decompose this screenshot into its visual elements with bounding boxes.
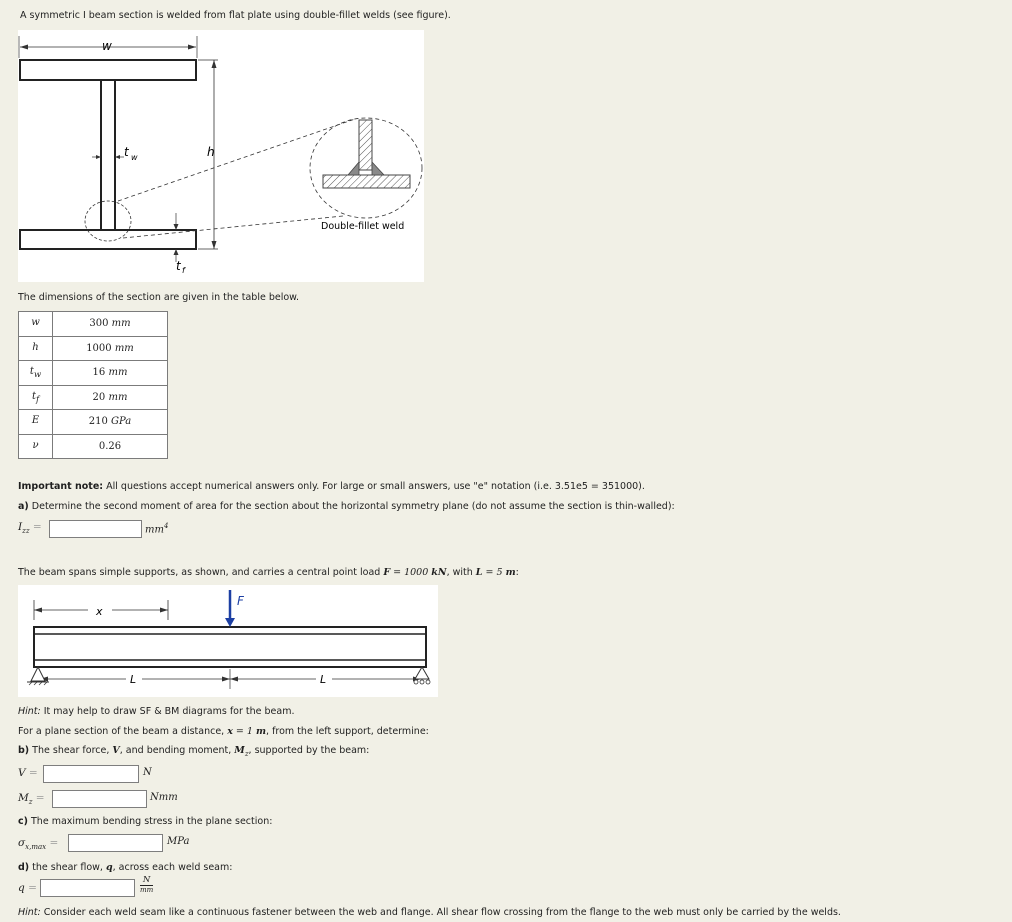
sigma-label: $\sigma_{x,max}$ = xyxy=(18,837,59,852)
span-description: The beam spans simple supports, as shown, and carries a central point load F = 1000 kN, with L = 5 m: xyxy=(18,567,519,578)
note-text: All questions accept numerical answers only. For large or small answers, use "e" notation (i.e. 3.51e5 = 351000). xyxy=(103,481,645,492)
question-b: b) The shear force, V, and bending moment, $M_z$, supported by the beam: xyxy=(18,745,370,758)
dim-symbol: ν xyxy=(19,434,53,459)
bottom-flange xyxy=(20,230,196,249)
i-beam-figure xyxy=(18,30,424,282)
izz-input[interactable] xyxy=(49,520,142,538)
note-label: Important note: xyxy=(18,481,104,492)
hint1-label: Hint: xyxy=(18,706,41,717)
L-right-label: L xyxy=(320,673,327,686)
dim-symbol: $t_w$ xyxy=(19,361,53,386)
table-row xyxy=(19,434,168,459)
pin-support xyxy=(31,667,45,681)
plane-description: For a plane section of the beam a distance, x = 1 m, from the left support, determine: xyxy=(18,726,429,737)
important-note xyxy=(18,481,645,492)
table-row xyxy=(19,312,168,337)
q-label: q = xyxy=(18,882,37,894)
beam-body xyxy=(34,627,426,667)
shear-force-input[interactable] xyxy=(43,765,139,783)
question-a xyxy=(18,501,675,512)
hint-1 xyxy=(18,706,295,717)
dim-symbol: h xyxy=(19,336,53,361)
x-label: x xyxy=(96,605,103,618)
dims-intro: The dimensions of the section are given in the table below. xyxy=(18,292,300,303)
V-label: V = xyxy=(18,767,38,779)
table-row xyxy=(19,361,168,386)
intro-text: A symmetric I beam section is welded from flat plate using double-fillet welds (see figure). xyxy=(20,10,451,21)
F-label: F xyxy=(237,594,244,608)
dim-symbol: E xyxy=(19,410,53,435)
dim-value: 20 mm xyxy=(53,385,168,410)
w-label: w xyxy=(102,39,112,53)
dim-symbol: $t_f$ xyxy=(19,385,53,410)
bending-stress-unit: MPa xyxy=(167,836,190,847)
bending-stress-input[interactable] xyxy=(68,834,163,852)
Mz-label: $M_z$ = xyxy=(18,792,45,807)
shear-force-unit: N xyxy=(143,767,152,778)
tw-label: t xyxy=(124,145,129,159)
tf-sub: f xyxy=(182,266,185,275)
qa-text: Determine the second moment of area for the section about the horizontal symmetry plane (do not assume the section is thin-walled): xyxy=(28,501,675,512)
dim-value: 300 mm xyxy=(53,312,168,337)
bending-moment-input[interactable] xyxy=(52,790,147,808)
qa-label: a) xyxy=(18,501,29,512)
izz-unit: $mm^4$ xyxy=(145,522,169,536)
bending-moment-unit: Nmm xyxy=(150,792,178,803)
tf-label: t xyxy=(176,259,181,273)
weld-caption: Double-fillet weld xyxy=(321,221,405,232)
h-label: h xyxy=(207,145,215,159)
hint1-text: It may help to draw SF & BM diagrams for the beam. xyxy=(40,706,295,717)
L-left-label: L xyxy=(130,673,137,686)
izz-label: $I_{zz}$ = xyxy=(18,521,42,536)
shear-flow-input[interactable] xyxy=(40,879,135,897)
table-row xyxy=(19,336,168,361)
roller-support xyxy=(415,667,429,679)
table-row xyxy=(19,385,168,410)
dim-value: 1000 mm xyxy=(53,336,168,361)
web xyxy=(101,80,115,230)
question-d: d) the shear flow, q, across each weld seam: xyxy=(18,862,233,873)
beam-figure xyxy=(18,585,438,697)
dim-value: 16 mm xyxy=(53,361,168,386)
dim-value: 210 GPa xyxy=(53,410,168,435)
top-flange xyxy=(20,60,196,80)
question-c: c) The maximum bending stress in the plane section: xyxy=(18,816,273,827)
table-row xyxy=(19,410,168,435)
dimensions-table xyxy=(18,311,168,459)
shear-flow-unit: N mm xyxy=(140,875,154,894)
dim-symbol: w xyxy=(19,312,53,337)
hint-2: Hint: Consider each weld seam like a continuous fastener between the web and flange. All shear flow crossing from the flange to the web must only be carried by the welds. xyxy=(18,907,841,918)
tw-sub: w xyxy=(131,153,138,162)
dim-value: 0.26 xyxy=(53,434,168,459)
